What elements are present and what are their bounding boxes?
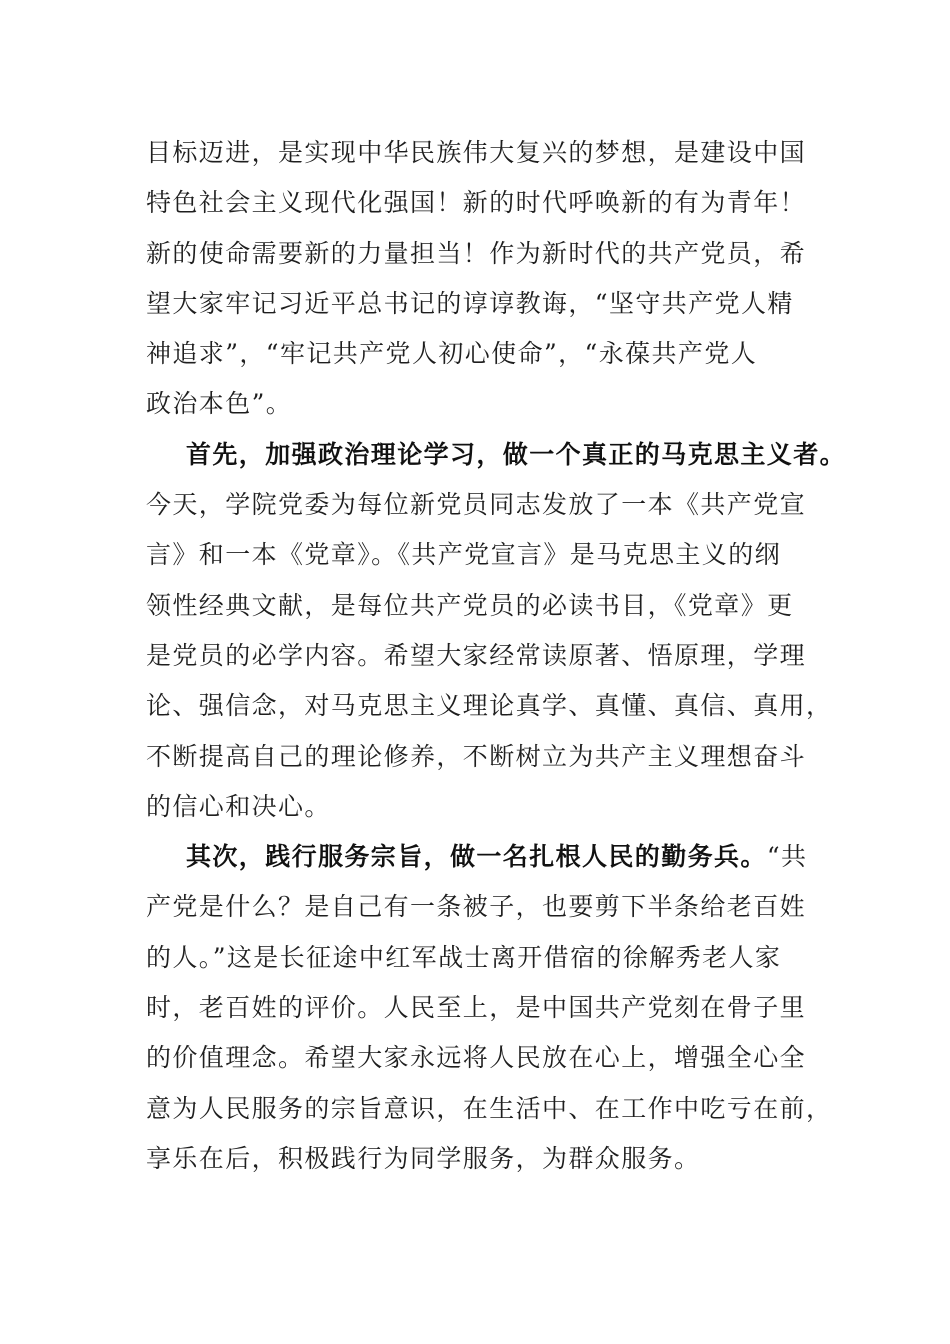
text-line: 今天，学院党委为每位新党员同志发放了一本《共产党宣	[146, 490, 807, 520]
text-line: 目标迈进，是实现中华民族伟大复兴的梦想，是建设中国	[146, 138, 807, 167]
text-line: 的信心和决心。	[146, 791, 331, 821]
paragraph-heading-first: 首先，加强政治理论学习，做一个真正的马克思主义者。	[186, 439, 847, 469]
text-line: 是党员的必学内容。希望大家经常读原著、悟原理，学理	[146, 640, 807, 670]
paragraph-heading-line	[146, 430, 847, 480]
text-line: 意为人民服务的宗旨意识，在生活中、在工作中吃亏在前，	[146, 1093, 833, 1123]
text-run: “共	[766, 842, 808, 872]
text-line: 的人。”这是长征途中红军战士离开借宿的徐解秀老人家	[146, 942, 782, 972]
text-line: 新的使命需要新的力量担当！作为新时代的共产党员，希	[146, 238, 807, 268]
text-line: 的价值理念。希望大家永远将人民放在心上，增强全心全	[146, 1043, 807, 1073]
text-line: 言》和一本《党章》。《共产党宣言》是马克思主义的纲	[146, 540, 782, 570]
text-line: 产党是什么？是自己有一条被子，也要剪下半条给老百姓	[146, 892, 807, 922]
text-line: 论、强信念，对马克思主义理论真学、真懂、真信、真用，	[146, 691, 833, 721]
paragraph-heading-line	[146, 832, 806, 882]
text-line: 特色社会主义现代化强国！新的时代呼唤新的有为青年！	[146, 188, 807, 218]
text-line: 享乐在后，积极践行为同学服务，为群众服务。	[146, 1143, 701, 1173]
text-line: 领性经典文献，是每位共产党员的必读书目，《党章》更	[146, 590, 794, 620]
paragraph-heading-second: 其次，践行服务宗旨，做一名扎根人民的勤务兵。	[186, 842, 767, 872]
document-body	[146, 128, 847, 1184]
text-line: 政治本色”。	[146, 389, 293, 419]
text-line: 神追求”，“牢记共产党人初心使命”，“永葆共产党人	[146, 339, 758, 369]
text-line: 时，老百姓的评价。人民至上，是中国共产党刻在骨子里	[146, 993, 807, 1023]
text-line: 望大家牢记习近平总书记的谆谆教诲，“坚守共产党人精	[146, 288, 794, 318]
text-line: 不断提高自己的理论修养，不断树立为共产主义理想奋斗	[146, 741, 807, 771]
